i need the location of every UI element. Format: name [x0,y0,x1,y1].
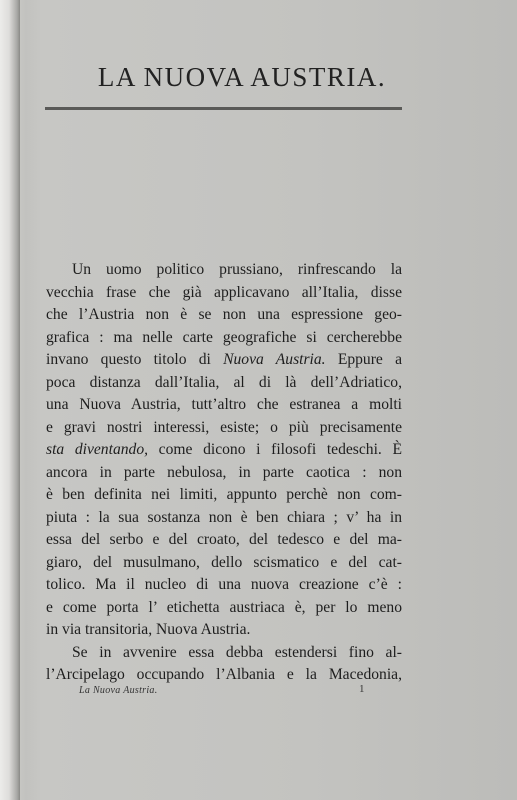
signature-title: La Nuova Austria. [79,685,158,696]
text-line [46,574,402,597]
italic-phrase: Nuova Austria. [223,351,326,368]
signature-number: 1 [359,683,365,695]
text-line [46,372,402,395]
text-line [46,259,402,282]
text-segment: vecchia frase che già applicavano all’Italia, disse [46,283,402,301]
text-segment: Un uomo politico prussiano, rinfrescando la [72,261,402,278]
text-segment: poca distanza dall’Italia, al di là dell’Adriatico, [46,373,402,391]
text-line [46,349,402,372]
text-segment: l’Arcipelago occupando l’Albania e la Macedonia, [46,666,402,683]
body-text [46,259,402,687]
text-segment: è ben definita nei limiti, appunto perchè non com- [46,486,402,503]
text-line [46,552,402,575]
chapter-title: LA NUOVA AUSTRIA. [97,62,387,92]
text-segment: una Nuova Austria, tutt’altro che estranea a molti [46,396,402,413]
text-segment: piuta : la sua sostanza non è ben chiara ; v’ ha in [46,508,402,526]
text-segment: tolico. Ma il nucleo di una nuova creazione c’è : [46,576,402,593]
text-segment: grafica : ma nelle carte geografiche si cercherebbe [46,328,402,346]
text-segment: Se in avvenire essa debba estendersi fino al- [72,643,402,661]
text-line [46,417,402,440]
title-rule [45,107,402,110]
text-line [46,507,402,530]
text-line [46,282,402,305]
text-segment: e gravi nostri interessi, esiste; o più precisamente [46,418,402,436]
text-segment: in via transitoria, Nuova Austria. [46,621,251,638]
text-line [46,664,402,687]
text-line [46,304,402,327]
text-line [46,462,402,485]
text-line [46,529,402,552]
italic-phrase: sta diventando, [46,441,149,458]
text-line [46,439,402,462]
text-segment: invano questo titolo di [46,351,224,368]
text-line [46,642,402,665]
page-gutter [0,0,20,800]
text-segment: e come porta l’ etichetta austriaca è, per lo meno [46,598,402,616]
text-segment: Eppure a [325,351,402,368]
text-line [46,597,402,620]
text-segment: ancora in parte nebulosa, in parte caotica : non [46,463,402,481]
text-line [46,619,402,642]
text-segment: che l’Austria non è se non una espressione geo- [46,306,402,323]
text-segment: essa del serbo e del croato, del tedesco e del ma- [46,531,402,548]
text-line [46,394,402,417]
text-line [46,484,402,507]
text-segment: come dicono i filosofi tedeschi. È [148,441,402,458]
text-segment: giaro, del musulmano, dello scismatico e del cat- [46,553,402,571]
text-line [46,327,402,350]
